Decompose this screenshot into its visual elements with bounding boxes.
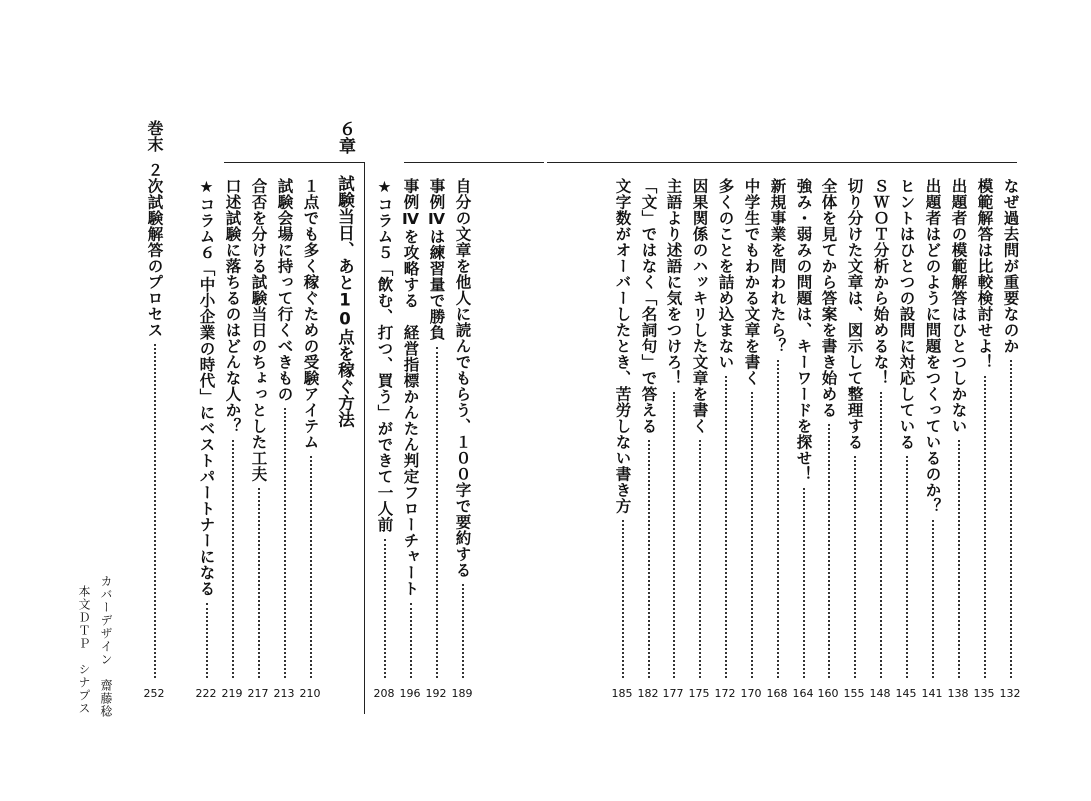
- toc-leader-dots: [154, 344, 156, 678]
- toc-leader-dots: [725, 376, 727, 678]
- toc-entry-page: 160: [817, 687, 839, 700]
- toc-leader-dots: [958, 440, 960, 678]
- toc-entry-title: 事例Ⅳは練習量で勝負: [427, 178, 446, 341]
- toc-entry-page: 252: [143, 687, 165, 700]
- toc-entry-page: 196: [399, 687, 421, 700]
- toc-leader-dots: [1010, 360, 1012, 678]
- toc-leader-dots: [803, 488, 805, 678]
- toc-entry-page: 132: [999, 687, 1021, 700]
- toc-entry-title: 多くのことを詰め込まない: [716, 178, 735, 370]
- toc-entry-title: 強み・弱みの問題は、キーワードを探せ！: [794, 178, 813, 482]
- toc-entry-page: 172: [714, 687, 736, 700]
- toc-entry-title: ヒントはひとつの設問に対応している: [897, 178, 916, 450]
- chapter6-rule: [224, 162, 364, 163]
- toc-entry-page: 208: [373, 687, 395, 700]
- toc-entry-title: ＳＷＯＴ分析から始めるな！: [871, 178, 890, 386]
- toc-entry-title: 因果関係のハッキリした文章を書く: [690, 178, 709, 434]
- toc-entry-title: 全体を見てから答案を書き始める: [819, 178, 838, 418]
- toc-entry-page: 213: [273, 687, 295, 700]
- toc-leader-dots: [622, 520, 624, 678]
- toc-entry-title: 中学生でもわかる文章を書く: [742, 178, 761, 386]
- toc-leader-dots: [258, 488, 260, 678]
- toc-entry-title: 試験会場に持って行くべきもの: [275, 178, 294, 402]
- toc-leader-dots: [436, 347, 438, 679]
- toc-entry-page: 192: [425, 687, 447, 700]
- toc-entry-title: ★コラム６「中小企業の時代」にベストパートナーになる: [197, 178, 216, 597]
- toc-entry-page: 155: [843, 687, 865, 700]
- toc-entry-page: 175: [688, 687, 710, 700]
- toc-entry-title: 「文」ではなく「名詞句」で答える: [639, 178, 658, 434]
- toc-entry-page: 168: [766, 687, 788, 700]
- toc-entry-page: 177: [662, 687, 684, 700]
- toc-entry-page: 135: [973, 687, 995, 700]
- toc-entry-title: 自分の文章を他人に読んでもらう、１００字で要約する: [453, 178, 472, 578]
- toc-leader-dots: [751, 392, 753, 678]
- toc-entry-page: 141: [921, 687, 943, 700]
- toc-leader-dots: [462, 584, 464, 678]
- chapter6-divider: [364, 162, 365, 714]
- toc-entry-page: 145: [895, 687, 917, 700]
- toc-entry-title: 出題者の模範解答はひとつしかない: [949, 178, 968, 434]
- top-rule-middle: [404, 162, 544, 163]
- toc-entry-page: 217: [247, 687, 269, 700]
- toc-entry-title: 模範解答は比較検討せよ！: [975, 178, 994, 370]
- toc-leader-dots: [984, 376, 986, 678]
- toc-entry-page: 189: [451, 687, 473, 700]
- toc-leader-dots: [206, 603, 208, 679]
- top-rule-right: [547, 162, 1017, 163]
- toc-entry-title: ２次試験解答のプロセス: [145, 162, 164, 338]
- toc-leader-dots: [854, 456, 856, 678]
- toc-leader-dots: [284, 408, 286, 678]
- chapter6-number: ６章: [335, 120, 355, 154]
- toc-entry-page: 182: [637, 687, 659, 700]
- credit-dtp: 本文ＤＴＰ シナプス: [77, 585, 91, 715]
- toc-leader-dots: [648, 440, 650, 678]
- toc-leader-dots: [310, 456, 312, 678]
- toc-entry-title: なぜ過去問が重要なのか: [1001, 178, 1020, 354]
- toc-leader-dots: [384, 539, 386, 679]
- toc-entry-title: １点でも多く稼ぐための受験アイテム: [301, 178, 320, 450]
- toc-leader-dots: [932, 520, 934, 678]
- toc-entry-page: 219: [221, 687, 243, 700]
- toc-entry-title: 出題者はどのように問題をつくっているのか？: [923, 178, 942, 514]
- toc-leader-dots: [410, 603, 412, 679]
- toc-leader-dots: [906, 456, 908, 678]
- toc-leader-dots: [699, 440, 701, 678]
- toc-entry-page: 222: [195, 687, 217, 700]
- toc-entry-title: 文字数がオーバーしたとき、苦労しない書き方: [613, 178, 632, 514]
- toc-leader-dots: [828, 424, 830, 678]
- toc-entry-title: 事例Ⅳを攻略する 経営指標かんたん判定フローチャート: [401, 178, 420, 597]
- toc-entry-page: 148: [869, 687, 891, 700]
- toc-entry-title: ★コラム５「飲む、打つ、買う」ができて一人前: [375, 178, 394, 533]
- toc-leader-dots: [673, 392, 675, 678]
- toc-leader-dots: [232, 440, 234, 678]
- toc-entry-title: 主語より述語に気をつけろ！: [664, 178, 683, 386]
- toc-entry-page: 185: [611, 687, 633, 700]
- toc-leader-dots: [777, 360, 779, 678]
- toc-entry-title: 切り分けた文章は、図示して整理する: [845, 178, 864, 450]
- toc-entry-title: 合否を分ける試験当日のちょっとした工夫: [249, 178, 268, 482]
- toc-leader-dots: [880, 392, 882, 678]
- appendix-label: 巻末: [145, 120, 164, 152]
- toc-entry-title: 口述試験に落ちるのはどんな人か？: [223, 178, 242, 434]
- credit-cover-design: カバーデザイン 齋藤稔: [99, 575, 113, 718]
- toc-entry-page: 210: [299, 687, 321, 700]
- chapter6-title: 試験当日、あと10点を稼ぐ方法: [335, 175, 355, 428]
- toc-entry-page: 164: [792, 687, 814, 700]
- toc-entry-title: 新規事業を問われたら？: [768, 178, 787, 354]
- toc-entry-page: 170: [740, 687, 762, 700]
- toc-entry-page: 138: [947, 687, 969, 700]
